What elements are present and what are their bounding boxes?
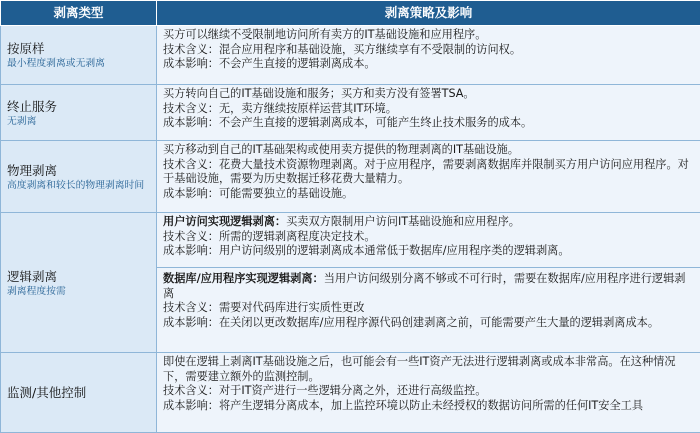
table-header-row <box>1 1 700 26</box>
type-cell <box>1 26 157 85</box>
strategy-line: 技术含义：需要对代码库进行实质性更改 <box>163 301 695 316</box>
table-row <box>1 213 700 268</box>
type-subtitle: 无剥离 <box>7 115 151 128</box>
strategy-line: 成本影响：用户访问级别的逻辑剥离成本通常低于数据库/应用程序类的逻辑剥离。 <box>163 244 695 259</box>
strategy-line: 技术含义：无，卖方继续按原样运营其IT环境。 <box>163 102 695 117</box>
strategy-cell <box>157 26 700 85</box>
type-cell <box>1 353 157 433</box>
strategy-line: 成本影响：可能需要独立的基础设施。 <box>163 187 695 202</box>
strategy-line: 技术含义：对于IT资产进行一些逻辑分离之外，还进行高级监控。 <box>163 384 695 399</box>
strategy-line: 成本影响：在关闭以更改数据库/应用程序源代码创建剥离之前，可能需要产生大量的逻辑剥离成本。 <box>163 316 695 331</box>
strategy-intro: 买卖双方限制用户访问IT基础设施和应用程序。 <box>286 215 520 228</box>
type-cell <box>1 141 157 213</box>
table-row <box>1 353 700 433</box>
type-subtitle: 最小程度剥离或无剥离 <box>7 57 151 70</box>
table-row <box>1 85 700 141</box>
strategy-subtitle: 用户访问实现逻辑剥离： <box>163 215 286 228</box>
strategy-line <box>163 215 695 230</box>
strategy-subtitle: 数据库/应用程序实现逻辑剥离： <box>163 272 324 285</box>
header-strategy: 剥离策略及影响 <box>157 1 700 26</box>
strategy-line: 技术含义：混合应用程序和基础设施，买方继续享有不受限制的访问权。 <box>163 43 695 58</box>
strategy-line: 技术含义：所需的逻辑剥离程度决定技术。 <box>163 230 695 245</box>
header-type: 剥离类型 <box>1 1 157 26</box>
type-name: 按原样 <box>7 41 151 57</box>
strategy-line: 技术含义：花费大量技术资源物理剥离。对于应用程序，需要剥离数据库并限制买方用户访问应用程序。对于基础设施，需要为历史数据迁移花费大量精力。 <box>163 158 695 187</box>
type-name: 物理剥离 <box>7 163 151 179</box>
type-name: 监测/其他控制 <box>7 385 151 401</box>
type-name: 逻辑剥离 <box>7 269 151 285</box>
strategy-line: 成本影响：不会产生直接的逻辑剥离成本，可能产生终止技术服务的成本。 <box>163 116 695 131</box>
strategy-line: 买方可以继续不受限制地访问所有卖方的IT基础设施和应用程序。 <box>163 28 695 43</box>
type-subtitle: 高度剥离和较长的物理剥离时间 <box>7 179 151 192</box>
type-name: 终止服务 <box>7 99 151 115</box>
table-row <box>1 141 700 213</box>
table-row <box>1 26 700 85</box>
type-subtitle: 剥离程度按需 <box>7 285 151 298</box>
strategy-line: 买方转向自己的IT基础设施和服务；买方和卖方没有签署TSA。 <box>163 87 695 102</box>
strategy-line: 买方移动到自己的IT基础架构或使用卖方提供的物理剥离的IT基础设施。 <box>163 143 695 158</box>
strategy-line: 成本影响：将产生逻辑分离成本，加上监控环境以防止未经授权的数据访问所需的任何IT安全工具 <box>163 399 695 414</box>
strategy-line <box>163 272 695 301</box>
strategy-cell <box>157 268 700 353</box>
type-cell <box>1 213 157 353</box>
strategy-cell <box>157 85 700 141</box>
strategy-intro: 当用户访问级别分离不够或不可行时，需要在数据库/应用程序进行逻辑剥离 <box>163 272 686 300</box>
strategy-line: 即使在逻辑上剥离IT基础设施之后，也可能会有一些IT资产无法进行逻辑剥离或成本非常高。在这种情况下，需要建立额外的监测控制。 <box>163 355 695 384</box>
type-cell <box>1 85 157 141</box>
strategy-cell <box>157 141 700 213</box>
strategy-cell <box>157 353 700 433</box>
strategy-line: 成本影响：不会产生直接的逻辑剥离成本。 <box>163 57 695 72</box>
strategy-cell <box>157 213 700 268</box>
